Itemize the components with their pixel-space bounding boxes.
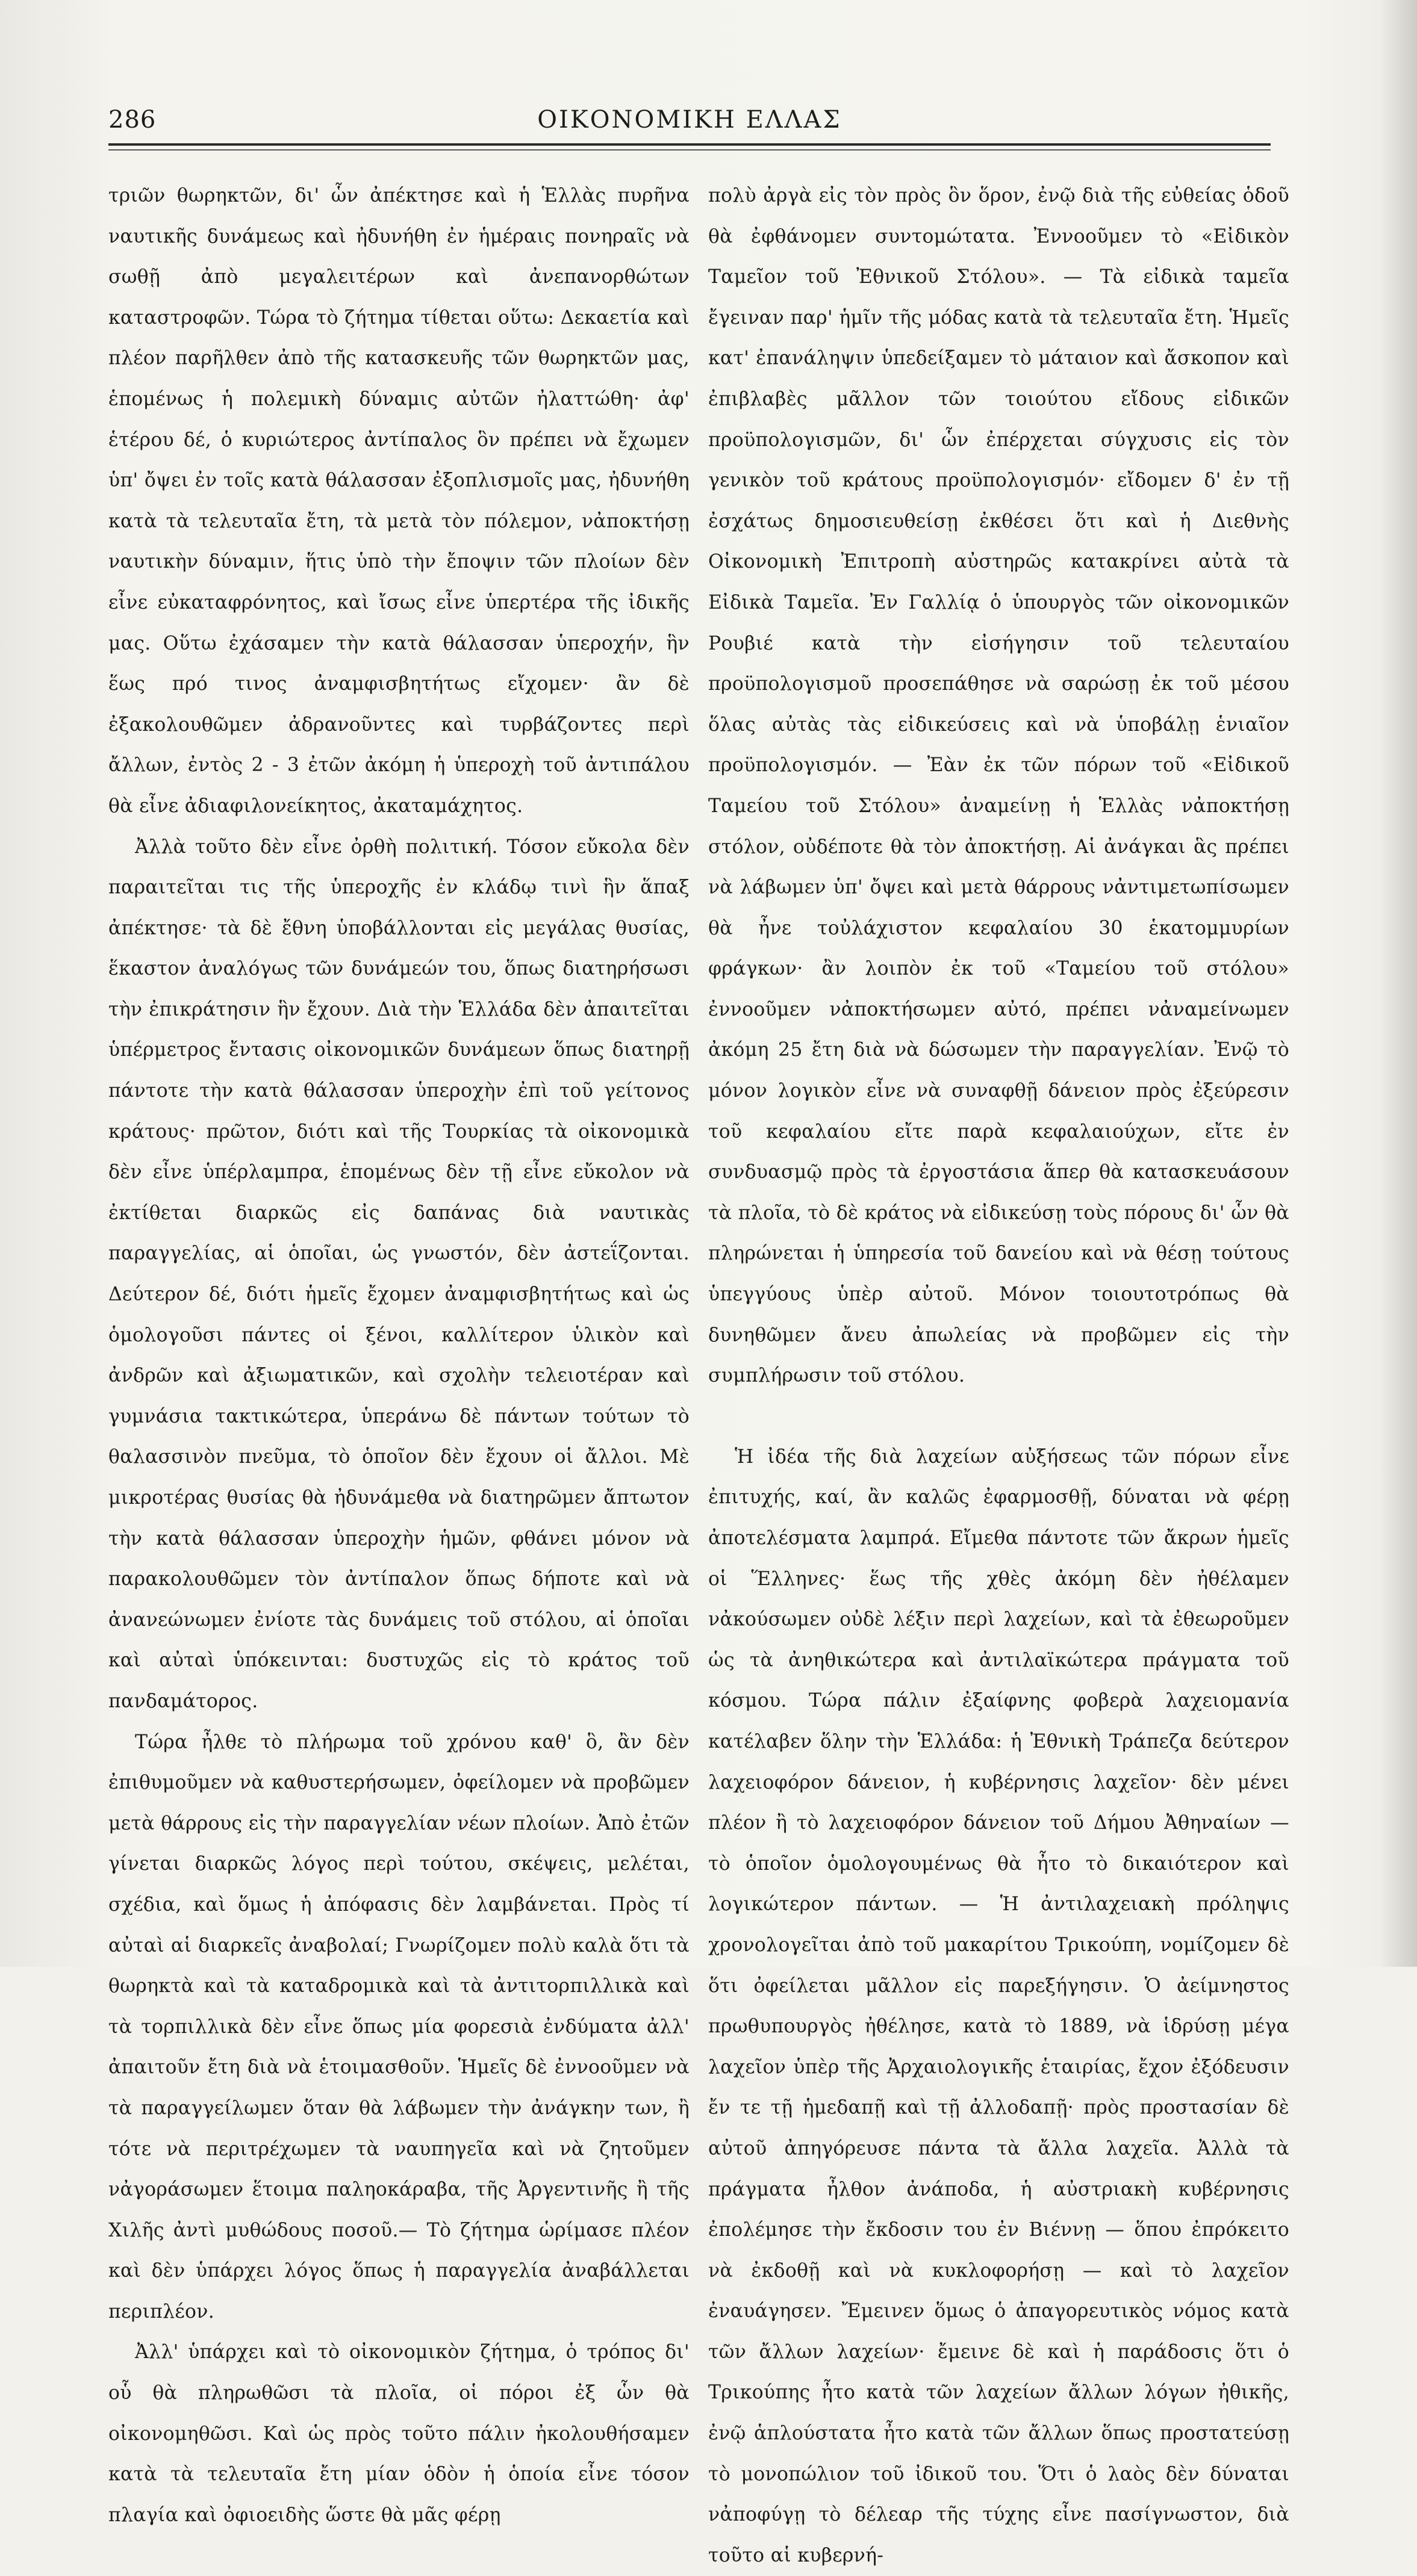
page-edge-shadow — [1379, 0, 1417, 1967]
left-paragraph-3: Τώρα ἦλθε τὸ πλήρωμα τοῦ χρόνου καθ' ὃ, ἂν δὲν ἐπιθυμοῦμεν νὰ καθυστερήσωμεν, ὀφείλομεν νὰ προβῶμεν μετὰ θάρρους εἰς τὴν παραγγελίαν νέων πλοίων. Ἀπὸ ἐτῶν γίνεται διαρκῶς λόγος περὶ τούτου, σκέψεις, μελέται, σχέδια, καὶ ὅμως ἡ ἀπόφασις δὲν λαμβάνεται. Πρὸς τί αὐταὶ αἱ διαρκεῖς ἀναβολαί; Γνωρίζομεν πολὺ καλὰ ὅτι τὰ θωρηκτὰ καὶ τὰ καταδρομικὰ καὶ τὰ ἀντιτορπιλλικὰ καὶ τὰ τορπιλλικὰ δὲν εἶνε ὅπως μία φορεσιὰ ἐνδύματα ἀλλ' ἀπαιτοῦν ἔτη διὰ νὰ ἑτοιμασθοῦν. Ἡμεῖς δὲ ἐννοοῦμεν νὰ τὰ παραγγείλωμεν ὅταν θὰ λάβωμεν τὴν ἀνάγκην των, ἢ τότε νὰ περιτρέχωμεν τὰ ναυπηγεῖα καὶ νὰ ζητοῦμεν νἀγοράσωμεν ἕτοιμα παληοκάραβα, τῆς Ἀργεντινῆς ἢ τῆς Χιλῆς ἀντὶ μυθώδους ποσοῦ.— Τὸ ζήτημα ὡρίμασε πλέον καὶ δὲν ὑπάρχει λόγος ὅπως ἡ παραγγελία ἀναβάλλεται περιπλέον. — [108, 1731, 690, 2323]
left-paragraph-2: Ἀλλὰ τοῦτο δὲν εἶνε ὀρθὴ πολιτική. Τόσον εὔκολα δὲν παραιτεῖται τις τῆς ὑπεροχῆς ἐν κλάδῳ τινὶ ἣν ἅπαξ ἀπέκτησε· τὰ δὲ ἔθνη ὑποβάλλονται εἰς μεγάλας θυσίας, ἕκαστον ἀναλόγως τῶν δυνάμεών του, ὅπως διατηρήσωσι τὴν ἐπικράτησιν ἣν ἔχουν. Διὰ τὴν Ἑλλάδα δὲν ἀπαιτεῖται ὑπέρμετρος ἔντασις οἰκονομικῶν δυνάμεων ὅπως διατηρῇ πάντοτε τὴν κατὰ θάλασσαν ὑπεροχὴν ἐπὶ τοῦ γείτονος κράτους· πρῶτον, διότι καὶ τῆς Τουρκίας τὰ οἰκονομικὰ δὲν εἶνε ὑπέρλαμπρα, ἑπομένως δὲν τῇ εἶνε εὔκολον νὰ ἐκτίθεται διαρκῶς εἰς δαπάνας διὰ ναυτικὰς παραγγελίας, αἱ ὁποῖαι, ὡς γνωστόν, δὲν ἀστεΐζονται. Δεύτερον δέ, διότι ἡμεῖς ἔχομεν ἀναμφισβητήτως καὶ ὡς ὁμολογοῦσι πάντες οἱ ξένοι, καλλίτερον ὑλικὸν καὶ ἀνδρῶν καὶ ἀξιωματικῶν, καὶ σχολὴν τελειοτέραν καὶ γυμνάσια τακτικώτερα, ὑπεράνω δὲ πάντων τούτων τὸ θαλασσινὸν πνεῦμα, τὸ ὁποῖον δὲν ἔχουν οἱ ἄλλοι. Μὲ μικροτέρας θυσίας θὰ ἠδυνάμεθα νὰ διατηρῶμεν ἄπτωτον τὴν κατὰ θάλασσαν ὑπεροχὴν ἡμῶν, φθάνει μόνον νὰ παρακολουθῶμεν τὸν ἀντίπαλον ὅπως δήποτε καὶ νὰ ἀνανεώνωμεν ἐνίοτε τὰς δυνάμεις τοῦ στόλου, αἱ ὁποῖαι καὶ αὐταὶ ὑπόκεινται: δυστυχῶς εἰς τὸ κράτος τοῦ πανδαμάτορος. — [108, 836, 690, 1712]
left-column — [108, 176, 690, 2536]
left-paragraph-4: Ἀλλ' ὑπάρχει καὶ τὸ οἰκονομικὸν ζήτημα, ὁ τρόπος δι' οὗ θὰ πληρωθῶσι τὰ πλοῖα, οἱ πόροι ἐξ ὧν θὰ οἰκονομηθῶσι. Καὶ ὡς πρὸς τοῦτο πάλιν ἠκολουθήσαμεν κατὰ τὰ τελευταῖα ἔτη μίαν ὁδὸν ἡ ὁποία εἶνε τόσον πλαγία καὶ ὀφιοειδὴς ὥστε θὰ μᾶς φέρῃ — [108, 2341, 690, 2526]
running-title: ΟΙΚΟΝΟΜΙΚΗ ΕΛΛΑΣ — [537, 106, 842, 134]
right-column — [708, 176, 1289, 2576]
left-paragraph-1: τριῶν θωρηκτῶν, δι' ὧν ἀπέκτησε καὶ ἡ Ἑλλὰς πυρῆνα ναυτικῆς δυνάμεως καὶ ἠδυνήθη ἐν ἡμέραις πονηραῖς νὰ σωθῇ ἀπὸ μεγαλειτέρων καὶ ἀνεπανορθώτων καταστροφῶν. Τώρα τὸ ζήτημα τίθεται οὕτω: Δεκαετία καὶ πλέον παρῆλθεν ἀπὸ τῆς κατασκευῆς τῶν θωρηκτῶν μας, ἑπομένως ἡ πολεμικὴ δύναμις αὐτῶν ἠλαττώθη· ἀφ' ἑτέρου δέ, ὁ κυριώτερος ἀντίπαλος ὃν πρέπει νὰ ἔχωμεν ὑπ' ὄψει ἐν τοῖς κατὰ θάλασσαν ἐξοπλισμοῖς μας, ἠδυνήθη κατὰ τὰ τελευταῖα ἔτη, τὰ μετὰ τὸν πόλεμον, νἀποκτήσῃ ναυτικὴν δύναμιν, ἥτις ὑπὸ τὴν ἔποψιν τῶν πλοίων δὲν εἶνε εὐκαταφρόνητος, καὶ ἴσως εἶνε ὑπερτέρα τῆς ἰδικῆς μας. Οὕτω ἐχάσαμεν τὴν κατὰ θάλασσαν ὑπεροχήν, ἣν ἕως πρό τινος ἀναμφισβητήτως εἴχομεν· ἂν δὲ ἐξακολουθῶμεν ἀδρανοῦντες καὶ τυρβάζοντες περὶ ἄλλων, ἐντὸς 2 - 3 ἐτῶν ἀκόμη ἡ ὑπεροχὴ τοῦ ἀντιπάλου θὰ εἶνε ἀδιαφιλονείκητος, ἀκαταμάχητος. — [108, 185, 690, 817]
right-paragraph-2: Ἡ ἰδέα τῆς διὰ λαχείων αὐξήσεως τῶν πόρων εἶνε ἐπιτυχής, καί, ἂν καλῶς ἐφαρμοσθῇ, δύναται νὰ φέρῃ ἀποτελέσματα λαμπρά. Εἴμεθα πάντοτε τῶν ἄκρων ἡμεῖς οἱ Ἕλληνες· ἕως τῆς χθὲς ἀκόμη δὲν ἠθέλαμεν νἀκούσωμεν οὐδὲ λέξιν περὶ λαχείων, καὶ τὰ ἐθεωροῦμεν ὡς τὰ ἀνηθικώτερα καὶ ἀντιλαϊκώτερα πράγματα τοῦ κόσμου. Τώρα πάλιν ἐξαίφνης φοβερὰ λαχειομανία κατέλαβεν ὅλην τὴν Ἑλλάδα: ἡ Ἐθνικὴ Τράπεζα δεύτερον λαχειοφόρον δάνειον, ἡ κυβέρνησις λαχεῖον· δὲν μένει πλέον ἢ τὸ λαχειοφόρον δάνειον τοῦ Δήμου Ἀθηναίων — τὸ ὁποῖον ὁμολογουμένως θὰ ἦτο τὸ δικαιότερον καὶ λογικώτερον πάντων. — Ἡ ἀντιλαχειακὴ πρόληψις χρονολογεῖται ἀπὸ τοῦ μακαρίτου Τρικούπη, νομίζομεν δὲ ὅτι ὀφείλεται μᾶλλον εἰς παρεξήγησιν. Ὁ ἀείμνηστος πρωθυπουργὸς ἠθέλησε, κατὰ τὸ 1889, νὰ ἱδρύσῃ μέγα λαχεῖον ὑπὲρ τῆς Ἀρχαιολογικῆς ἑταιρίας, ἔχον ἐξόδευσιν ἔν τε τῇ ἡμεδαπῇ καὶ τῇ ἀλλοδαπῇ· πρὸς προστασίαν δὲ αὐτοῦ ἀπηγόρευσε πάντα τὰ ἄλλα λαχεῖα. Ἀλλὰ τὰ πράγματα ἦλθον ἀνάποδα, ἡ αὐστριακὴ κυβέρνησις ἐπολέμησε τὴν ἔκδοσιν του ἐν Βιέννῃ — ὅπου ἐπρόκειτο νὰ ἐκδοθῇ καὶ νὰ κυκλοφορήσῃ — καὶ τὸ λαχεῖον ἐναυάγησεν. Ἔμεινεν ὅμως ὁ ἀπαγορευτικὸς νόμος κατὰ τῶν ἄλλων λαχείων· ἔμεινε δὲ καὶ ἡ παράδοσις ὅτι ὁ Τρικούπης ἦτο κατὰ τῶν λαχείων ἄλλων λόγων ἠθικῆς, ἐνῷ ἁπλούστατα ἦτο κατὰ τῶν ἄλλων ὅπως προστατεύσῃ τὸ μονοπώλιον τοῦ ἰδικοῦ του. Ὅτι ὁ λαὸς δὲν δύναται νἀποφύγῃ τὸ δέλεαρ τῆς τύχης εἶνε πασίγνωστον, διὰ τοῦτο αἱ κυβερνή- — [708, 1445, 1289, 2566]
page-number: 286 — [108, 106, 157, 134]
header-rule — [108, 143, 1271, 146]
page-header — [108, 102, 1271, 144]
header-rule-thin — [108, 149, 1271, 151]
right-paragraph-1: πολὺ ἀργὰ εἰς τὸν πρὸς ὃν ὅρον, ἐνῷ διὰ τῆς εὐθείας ὁδοῦ θὰ ἐφθάνομεν συντομώτατα. Ἐννοοῦμεν τὸ «Εἰδικὸν Ταμεῖον τοῦ Ἐθνικοῦ Στόλου». — Τὰ εἰδικὰ ταμεῖα ἔγειναν παρ' ἡμῖν τῆς μόδας κατὰ τὰ τελευταῖα ἔτη. Ἡμεῖς κατ' ἐπανάληψιν ὑπεδείξαμεν τὸ μάταιον καὶ ἄσκοπον καὶ ἐπιβλαβὲς μᾶλλον τῶν τοιούτου εἴδους εἰδικῶν προϋπολογισμῶν, δι' ὧν ἐπέρχεται σύγχυσις εἰς τὸν γενικὸν τοῦ κράτους προϋπολογισμόν· εἴδομεν δ' ἐν τῇ ἐσχάτως δημοσιευθείσῃ ἐκθέσει ὅτι καὶ ἡ Διεθνὴς Οἰκονομικὴ Ἐπιτροπὴ αὐστηρῶς κατακρίνει αὐτὰ τὰ Εἰδικὰ Ταμεῖα. Ἐν Γαλλίᾳ ὁ ὑπουργὸς τῶν οἰκονομικῶν Ρουβιέ κατὰ τὴν εἰσήγησιν τοῦ τελευταίου προϋπολογισμοῦ προσεπάθησε νὰ σαρώσῃ ἐκ τοῦ μέσου ὅλας αὐτὰς τὰς εἰδικεύσεις καὶ νὰ ὑποβάλῃ ἑνιαῖον προϋπολογισμόν. — Ἐὰν ἐκ τῶν πόρων τοῦ «Εἰδικοῦ Ταμείου τοῦ Στόλου» ἀναμείνῃ ἡ Ἑλλὰς νἀποκτήσῃ στόλον, οὐδέποτε θὰ τὸν ἀποκτήσῃ. Αἱ ἀνάγκαι ἃς πρέπει νὰ λάβωμεν ὑπ' ὄψει καὶ μετὰ θάρρους νἀντιμετωπίσωμεν θὰ ἦνε τοὐλάχιστον κεφαλαίου 30 ἑκατομμυρίων φράγκων· ἂν λοιπὸν ἐκ τοῦ «Ταμείου τοῦ στόλου» ἐννοοῦμεν νἀποκτήσωμεν αὐτό, πρέπει νἀναμείνωμεν ἀκόμη 25 ἔτη διὰ νὰ δώσωμεν τὴν παραγγελίαν. Ἐνῷ τὸ μόνον λογικὸν εἶνε νὰ συναφθῇ δάνειον πρὸς ἐξεύρεσιν τοῦ κεφαλαίου εἴτε παρὰ κεφαλαιούχων, εἴτε ἐν συνδυασμῷ πρὸς τὰ ἐργοστάσια ἅπερ θὰ κατασκευάσουν τὰ πλοῖα, τὸ δὲ κράτος νὰ εἰδικεύσῃ τοὺς πόρους δι' ὧν θὰ πληρώνεται ἡ ὑπηρεσία τοῦ δανείου καὶ νὰ θέσῃ τούτους ὑπεγγύους ὑπὲρ αὐτοῦ. Μόνον τοιουτοτρόπως θὰ δυνηθῶμεν ἄνευ ἀπωλείας νὰ προβῶμεν εἰς τὴν συμπλήρωσιν τοῦ στόλου. — [708, 185, 1289, 1387]
